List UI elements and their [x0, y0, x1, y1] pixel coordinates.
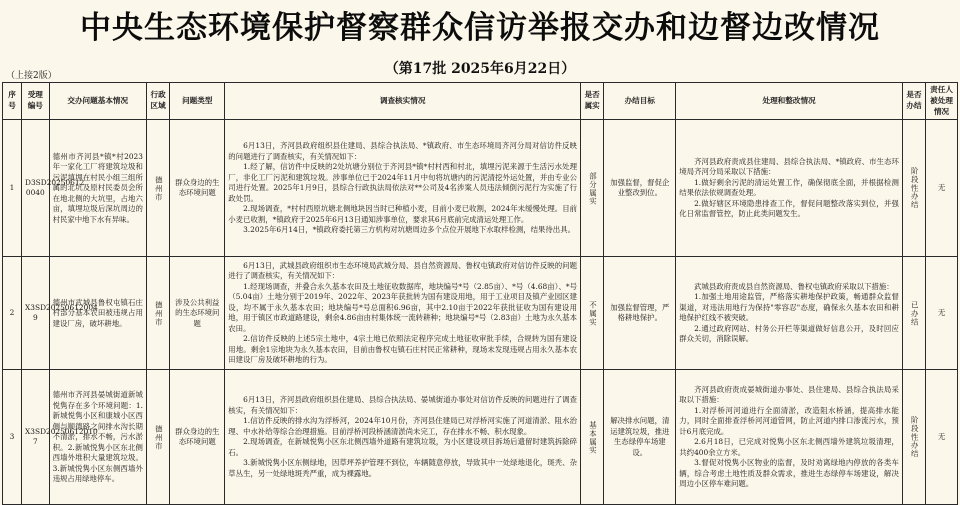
row-closed-text: 阶段性办结	[910, 167, 920, 210]
row-region	[146, 370, 169, 505]
row-issue: 德州市齐河县晏城街道新城悦隽存在多个环境问题：1.新城悦隽小区和康城小区西侧与顺德路之间排水沟长期不清淤，排水不畅，污水淤积。2.新城悦隽小区东北侧西墙外堆积大量建筑垃圾。3.新城悦隽小区东侧西墙外违规占用绿地停车。	[49, 370, 146, 505]
handling-para: 齐河县政府责成县住建局、县综合执法局、*镇政府、市生态环境局齐河分局采取以下措施：	[679, 156, 899, 177]
handling-para: 2.做好辖区环境隐患排查工作，督促问题整改落实到位，并强化日常监督管控，防止此类问题发生。	[679, 198, 899, 219]
row-region	[146, 257, 169, 370]
investigation-para: 3.2025年6月14日，*镇政府委托第三方机构对坑塘周边多个点位开展地下水取样检测，结果待出具。	[243, 225, 575, 235]
continued-note: （上接2版）	[6, 71, 57, 81]
handling-para: 2.通过政府网站、村务公开栏等渠道做好信息公开，及时回应群众关切，消除误解。	[679, 323, 899, 344]
handling-para: 2.6月18日，已完成对悦隽小区东北侧西墙外建筑垃圾清理，共约400余立方米。	[679, 437, 899, 457]
header-responsible: 责任人被处理情况	[926, 83, 958, 120]
row-handling	[676, 120, 903, 257]
table-row	[3, 370, 958, 505]
row-true-status	[581, 257, 604, 370]
row-target: 加强监督，督促企业整改到位。	[604, 120, 676, 257]
row-type: 涉及公共利益的生态环境问题	[170, 257, 225, 370]
row-true-status	[581, 120, 604, 257]
investigation-para: 3.新城悦隽小区东侧绿地，因草坪养护管理不到位，车辆随意停放，导致其中一处绿地退化，斑秃、杂草丛生，另一处绿地斑秃严重，成为裸露地。	[228, 458, 578, 478]
row-region-text: 德州市	[154, 300, 164, 326]
row-closed	[902, 257, 925, 370]
row-region-text: 德州市	[154, 424, 164, 450]
row-type: 群众身边的生态环境问题	[170, 370, 225, 505]
handling-para: 齐河县政府责成晏城街道办事处、县住建局、县综合执法局采取以下措施：	[679, 384, 899, 405]
header-handling: 处理和整改情况	[676, 83, 903, 120]
row-code: D3SD20250612 0040	[22, 120, 50, 257]
page-title: 中央生态环境保护督察群众信访举报交办和边督边改情况	[80, 9, 880, 46]
row-closed-text: 已办结	[910, 300, 920, 326]
row-true-status-text: 不属实	[588, 300, 598, 326]
row-closed	[902, 370, 925, 505]
handling-para: 武城县政府责成县自然资源局、鲁权屯镇政府采取以下措施：	[694, 281, 894, 291]
row-responsible: 无	[926, 120, 958, 257]
table-row	[3, 257, 958, 370]
row-true-status	[581, 370, 604, 505]
investigation-para: 1.经现场调查，并叠合永久基本农田及土地征收数据库，地块编号*号（2.85亩）、*号（4.68亩）、*号（5.04亩）土地分别于2019年、2022年、2023年获批转为国有建设用地，用于工业项目及镇产业园区建设，均不属于永久基本农田；地块编号*号总面积6.96亩，其中2.10亩于2022年获批征收为国有建设用地，用于镇区市政道路建设，剩余4.86亩由村集体统一流转耕种；地块编号*号（2.83亩）土地为永久基本农田。	[228, 281, 578, 333]
header-type: 问题类型	[170, 83, 225, 120]
investigation-para: 1.信访件反映的排水沟为浮桥河，2024年10月份，齐河县住建局已对浮桥河实施了河道清淤、阻水治理、中水补给等综合治理措施。目前浮桥河段桥涵清淤尚未完工，存在排水不畅、积水现象。	[228, 416, 578, 436]
row-responsible: 无	[926, 257, 958, 370]
investigation-para: 2.信访件反映的上述5宗土地中，4宗土地已依照法定程序完成土地征收审批手续，合规转为国有建设用地。剩余1宗地块为永久基本农田，目前由鲁权屯镇石庄村民正常耕种，现场未发现违规占用永久基本农田建设厂房及破坏耕地的行为。	[228, 334, 578, 365]
row-investigation	[225, 370, 581, 505]
row-issue: 德州市齐河县*镇*村2023年一家化工厂将建筑垃圾和污泥填埋在村民小组三组所属的北坑及原村民委员会所在地北侧的大坑里，占地六亩，填埋垃圾后深坑周边的村民家中地下水有异味。	[49, 120, 146, 257]
row-no: 1	[3, 120, 22, 257]
row-responsible: 无	[926, 370, 958, 505]
investigation-para: 6月13日，武城县政府组织市生态环境局武城分局、县自然资源局、鲁权屯镇政府对信访件反映的问题进行了调查核实，有关情况如下：	[228, 260, 578, 281]
row-type: 群众身边的生态环境问题	[170, 120, 225, 257]
row-closed	[902, 120, 925, 257]
row-target: 解决排水问题，清运建筑垃圾，推进生态绿停车场建设。	[604, 370, 676, 505]
header-no: 序号	[3, 83, 22, 120]
header-target: 办结目标	[604, 83, 676, 120]
investigation-para: 6月13日，齐河县政府组织县住建局、县综合执法局、*镇政府、市生态环境局齐河分局对信访件反映的问题进行了调查核实，有关情况如下：	[228, 141, 578, 161]
header-closed: 是否办结	[902, 83, 925, 120]
row-region	[146, 120, 169, 257]
header-true-status: 是否属实	[581, 83, 604, 120]
header-investigation: 调查核实情况	[225, 83, 581, 120]
handling-para: 1.加强土地用途监管，严格落实耕地保护政策，畅通群众监督渠道，对违法用地行为保持"零容忍"态度，确保永久基本农田和耕地保护红线不被突破。	[679, 292, 899, 323]
row-true-status-text: 部分属实	[588, 171, 598, 206]
handling-para: 1.对浮桥河河道进行全面清淤，改造阻水桥涵，提高排水能力，同时全面排查浮桥河河道管网，防止河道内排口渗流污水，预计6月底完成。	[679, 405, 899, 436]
row-handling	[676, 257, 903, 370]
row-target: 加强监督管理，严格耕地保护。	[604, 257, 676, 370]
row-true-status-text: 基本属实	[588, 420, 598, 455]
investigation-para: 2.现场调查，在新城悦隽小区东北侧西墙外道路有建筑垃圾，为小区建设项目拆场后遗留时建筑拆除碎石。	[228, 437, 578, 457]
investigation-para: 6月13日，齐河县政府组织县住建局、县综合执法局、晏城街道办事处对信访件反映的问题进行了调查核实，有关情况如下：	[228, 395, 578, 415]
row-region-text: 德州市	[154, 175, 164, 201]
row-investigation	[225, 120, 581, 257]
handling-para: 3.督促对悦隽小区物业的监督，及时劝离绿地内停放的各类车辆，综合考虑土地性质及群众需求，推进生态绿停车场建设，解决周边小区停车难问题。	[679, 458, 899, 489]
row-no: 3	[3, 370, 22, 505]
row-no: 2	[3, 257, 22, 370]
investigation-para: 1.经了解，信访件中反映的2处坑塘分别位于齐河县*镇*村村西和村北，填埋污泥来源于生活污水处理厂，非化工厂污泥和建筑垃圾。涉事单位已于2024年11月中旬将坑塘内的污泥清挖外运处置，并由专业公司进行处置。2025年1月9日，县综合行政执法局依法对**公司及4名涉案人员违法倾倒污泥行为实施了行政处罚。	[228, 162, 578, 203]
table-header-row	[3, 83, 958, 120]
row-issue: 德州市武城县鲁权屯镇石庄村部分基本农田被违规占用建设厂房，破坏耕地。	[49, 257, 146, 370]
handling-para: 1.做好剩余污泥的清运处置工作，确保彻底全面，并根据检测结果依法依规调查处理。	[679, 177, 899, 198]
row-investigation	[225, 257, 581, 370]
header-code: 受理编号	[22, 83, 50, 120]
header-issue: 交办问题基本情况	[49, 83, 146, 120]
batch-subtitle: （第17批 2025年6月22日）	[384, 61, 576, 77]
header-region: 行政区域	[146, 83, 169, 120]
investigation-para: 2.现场调查，*村村西原坑塘北侧地块因当时已种植小麦，目前小麦已收割，2024年未缓慢处理。目前小麦已收割，*镇政府于2025年6月13日通知涉事单位，要求其6月底前完成清运处理工作。	[228, 204, 578, 224]
petition-table	[2, 82, 958, 505]
row-closed-text: 阶段性办结	[910, 416, 920, 459]
row-handling	[676, 370, 903, 505]
table-row	[3, 120, 958, 257]
row-code: X3SD20250612004 9	[22, 257, 50, 370]
row-code: X3SD20250612010 7	[22, 370, 50, 505]
